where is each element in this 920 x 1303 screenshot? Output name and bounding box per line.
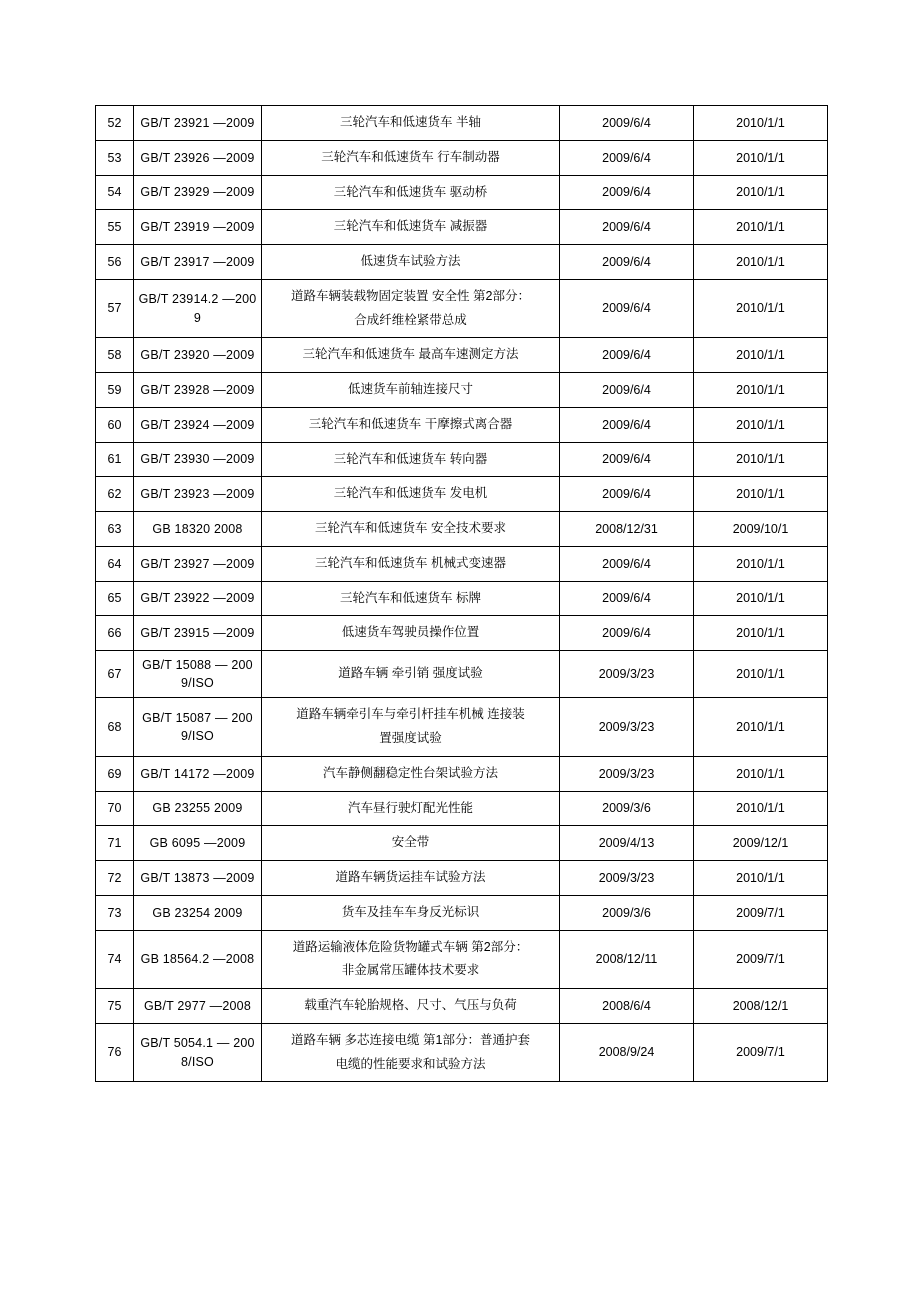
table-row: [96, 698, 828, 757]
cell-standard-name: [262, 140, 560, 175]
cell-standard-name: [262, 175, 560, 210]
cell-standard-name-line1: 三轮汽车和低速货车 减振器: [333, 219, 488, 234]
cell-standard-code: GB/T 23920 —2009: [134, 338, 262, 373]
cell-number: 71: [96, 826, 134, 861]
standards-table-body: [96, 106, 828, 1082]
cell-standard-code: GB/T 14172 —2009: [134, 756, 262, 791]
cell-standard-code: GB 6095 —2009: [134, 826, 262, 861]
cell-standard-name-line2: 置强度试验: [379, 731, 442, 745]
table-row: [96, 756, 828, 791]
cell-standard-name-line1: 三轮汽车和低速货车 转向器: [333, 451, 488, 466]
cell-standard-name-line1: 三轮汽车和低速货车 标牌: [340, 590, 481, 605]
cell-implemented-date: 2010/1/1: [694, 442, 828, 477]
cell-standard-code: GB/T 23923 —2009: [134, 477, 262, 512]
cell-published-date: 2009/6/4: [560, 373, 694, 408]
cell-standard-code: GB/T 5054.1 — 2008/ISO: [134, 1023, 262, 1082]
cell-published-date: 2009/6/4: [560, 210, 694, 245]
cell-standard-name-line1: 三轮汽车和低速货车 半轴: [340, 115, 481, 129]
cell-implemented-date: 2009/7/1: [694, 895, 828, 930]
cell-standard-code: GB/T 2977 —2008: [134, 989, 262, 1024]
cell-number: 64: [96, 546, 134, 581]
cell-implemented-date: 2010/1/1: [694, 175, 828, 210]
cell-number: 75: [96, 989, 134, 1024]
cell-implemented-date: 2010/1/1: [694, 616, 828, 651]
cell-number: 66: [96, 616, 134, 651]
cell-standard-name-line1: 载重汽车轮胎规格、尺寸、气压与负荷: [304, 998, 517, 1012]
cell-published-date: 2009/6/4: [560, 616, 694, 651]
cell-standard-name-line1: 汽车静侧翻稳定性台架试验方法: [322, 765, 498, 780]
cell-number: 70: [96, 791, 134, 826]
cell-standard-name-line1: 安全带: [391, 835, 430, 850]
table-row: [96, 245, 828, 280]
cell-standard-name-line1: 道路车辆装载物固定装置 安全性 第2部分：: [291, 288, 530, 303]
cell-standard-name: [262, 989, 560, 1024]
cell-standard-name: [262, 512, 560, 547]
cell-standard-name: [262, 210, 560, 245]
table-row: [96, 279, 828, 338]
cell-implemented-date: 2010/1/1: [694, 756, 828, 791]
cell-published-date: 2009/6/4: [560, 442, 694, 477]
cell-standard-code: GB/T 15087 — 2009/ISO: [134, 698, 262, 757]
table-row: [96, 581, 828, 616]
cell-published-date: 2009/6/4: [560, 581, 694, 616]
cell-published-date: 2009/6/4: [560, 407, 694, 442]
cell-implemented-date: 2010/1/1: [694, 581, 828, 616]
cell-standard-name-line2: 电缆的性能要求和试验方法: [335, 1056, 486, 1071]
cell-number: 67: [96, 651, 134, 698]
cell-number: 56: [96, 245, 134, 280]
cell-number: 54: [96, 175, 134, 210]
cell-published-date: 2009/6/4: [560, 279, 694, 338]
cell-published-date: 2009/6/4: [560, 338, 694, 373]
cell-standard-name-line1: 三轮汽车和低速货车 机械式变速器: [315, 555, 506, 570]
cell-standard-name: [262, 756, 560, 791]
cell-implemented-date: 2010/1/1: [694, 651, 828, 698]
cell-published-date: 2009/6/4: [560, 546, 694, 581]
cell-published-date: 2009/6/4: [560, 106, 694, 141]
cell-standard-name: [262, 373, 560, 408]
table-row: [96, 546, 828, 581]
cell-number: 59: [96, 373, 134, 408]
cell-standard-code: GB/T 23927 —2009: [134, 546, 262, 581]
cell-published-date: 2009/6/4: [560, 245, 694, 280]
cell-implemented-date: 2010/1/1: [694, 698, 828, 757]
cell-standard-code: GB/T 23915 —2009: [134, 616, 262, 651]
cell-standard-name: [262, 581, 560, 616]
cell-standard-name: [262, 698, 560, 757]
table-row: [96, 651, 828, 698]
table-row: [96, 512, 828, 547]
cell-implemented-date: 2008/12/1: [694, 989, 828, 1024]
cell-standard-name-line1: 三轮汽车和低速货车 安全技术要求: [315, 521, 506, 535]
cell-standard-code: GB/T 23924 —2009: [134, 407, 262, 442]
table-row: [96, 989, 828, 1024]
table-row: [96, 895, 828, 930]
cell-standard-name-line1: 低速货车驾驶员操作位置: [341, 625, 480, 640]
cell-standard-name-line1: 道路车辆货运挂车试验方法: [335, 870, 486, 884]
cell-standard-name-line1: 货车及挂车车身反光标识: [341, 904, 480, 919]
cell-standard-name-line1: 低速货车试验方法: [360, 254, 461, 268]
cell-standard-code: GB/T 23921 —2009: [134, 106, 262, 141]
cell-standard-name-line1: 三轮汽车和低速货车 发电机: [333, 486, 488, 501]
cell-implemented-date: 2010/1/1: [694, 106, 828, 141]
cell-standard-code: GB/T 23922 —2009: [134, 581, 262, 616]
cell-number: 63: [96, 512, 134, 547]
cell-published-date: 2009/3/23: [560, 861, 694, 896]
cell-standard-name: [262, 651, 560, 698]
cell-published-date: 2008/9/24: [560, 1023, 694, 1082]
cell-published-date: 2008/12/31: [560, 512, 694, 547]
cell-implemented-date: 2009/10/1: [694, 512, 828, 547]
cell-standard-name-line1: 道路车辆 牵引销 强度试验: [338, 666, 483, 681]
cell-standard-code: GB/T 23930 —2009: [134, 442, 262, 477]
cell-standard-name-line1: 道路运输液体危险货物罐式车辆 第2部分：: [292, 939, 529, 954]
cell-number: 53: [96, 140, 134, 175]
cell-published-date: 2009/6/4: [560, 140, 694, 175]
cell-standard-name-line2: 合成纤维栓紧带总成: [354, 312, 467, 327]
cell-implemented-date: 2010/1/1: [694, 407, 828, 442]
cell-published-date: 2009/3/23: [560, 651, 694, 698]
cell-implemented-date: 2010/1/1: [694, 861, 828, 896]
cell-standard-code: GB/T 23929 —2009: [134, 175, 262, 210]
table-row: [96, 175, 828, 210]
cell-standard-name-line1: 低速货车前轴连接尺寸: [347, 382, 473, 396]
cell-number: 60: [96, 407, 134, 442]
table-row: [96, 407, 828, 442]
cell-standard-name: [262, 245, 560, 280]
table-row: [96, 791, 828, 826]
cell-standard-code: GB/T 13873 —2009: [134, 861, 262, 896]
cell-standard-name: [262, 616, 560, 651]
cell-standard-name: [262, 1023, 560, 1082]
cell-standard-name: [262, 279, 560, 338]
cell-standard-code: GB/T 23917 —2009: [134, 245, 262, 280]
cell-published-date: 2009/3/23: [560, 698, 694, 757]
cell-published-date: 2008/6/4: [560, 989, 694, 1024]
cell-standard-name: [262, 442, 560, 477]
cell-standard-name-line1: 三轮汽车和低速货车 最高车速测定方法: [302, 347, 519, 362]
cell-published-date: 2009/4/13: [560, 826, 694, 861]
cell-number: 52: [96, 106, 134, 141]
table-row: [96, 106, 828, 141]
table-row: [96, 140, 828, 175]
cell-implemented-date: 2010/1/1: [694, 210, 828, 245]
cell-number: 57: [96, 279, 134, 338]
cell-standard-name-line1: 汽车昼行驶灯配光性能: [347, 800, 473, 815]
cell-standard-code: GB/T 23926 —2009: [134, 140, 262, 175]
cell-number: 61: [96, 442, 134, 477]
cell-standard-name: [262, 861, 560, 896]
cell-standard-name: [262, 930, 560, 989]
table-row: [96, 338, 828, 373]
table-row: [96, 861, 828, 896]
cell-standard-name-line1: 道路车辆牵引车与牵引杆挂车机械 连接装: [296, 707, 525, 722]
cell-implemented-date: 2010/1/1: [694, 279, 828, 338]
cell-standard-name-line1: 三轮汽车和低速货车 干摩擦式离合器: [308, 416, 513, 431]
cell-number: 72: [96, 861, 134, 896]
table-row: [96, 210, 828, 245]
table-row: [96, 477, 828, 512]
cell-published-date: 2009/6/4: [560, 175, 694, 210]
cell-standard-code: GB 18564.2 —2008: [134, 930, 262, 989]
cell-standard-name-line2: 非金属常压罐体技术要求: [341, 963, 480, 978]
cell-standard-name: [262, 477, 560, 512]
cell-standard-code: GB/T 15088 — 2009/ISO: [134, 651, 262, 698]
cell-standard-code: GB 18320 2008: [134, 512, 262, 547]
cell-implemented-date: 2010/1/1: [694, 546, 828, 581]
cell-implemented-date: 2010/1/1: [694, 245, 828, 280]
cell-number: 62: [96, 477, 134, 512]
table-row: [96, 930, 828, 989]
cell-standard-name: [262, 895, 560, 930]
cell-published-date: 2009/3/6: [560, 791, 694, 826]
cell-standard-name: [262, 338, 560, 373]
table-row: [96, 373, 828, 408]
table-row: [96, 442, 828, 477]
cell-implemented-date: 2010/1/1: [694, 140, 828, 175]
table-row: [96, 616, 828, 651]
cell-implemented-date: 2010/1/1: [694, 338, 828, 373]
cell-standard-code: GB 23255 2009: [134, 791, 262, 826]
cell-standard-code: GB/T 23919 —2009: [134, 210, 262, 245]
cell-implemented-date: 2010/1/1: [694, 373, 828, 408]
cell-standard-name: [262, 106, 560, 141]
cell-standard-name: [262, 546, 560, 581]
cell-standard-name-line1: 道路车辆 多芯连接电缆 第1部分：普通护套: [291, 1032, 530, 1047]
cell-standard-code: GB/T 23914.2 —2009: [134, 279, 262, 338]
cell-published-date: 2009/3/23: [560, 756, 694, 791]
cell-number: 55: [96, 210, 134, 245]
cell-implemented-date: 2010/1/1: [694, 791, 828, 826]
table-row: [96, 826, 828, 861]
cell-published-date: 2009/6/4: [560, 477, 694, 512]
cell-standard-name-line1: 三轮汽车和低速货车 行车制动器: [321, 149, 500, 164]
cell-number: 74: [96, 930, 134, 989]
cell-number: 58: [96, 338, 134, 373]
table-row: [96, 1023, 828, 1082]
standards-table: [95, 105, 828, 1082]
cell-implemented-date: 2010/1/1: [694, 477, 828, 512]
cell-number: 73: [96, 895, 134, 930]
cell-standard-code: GB/T 23928 —2009: [134, 373, 262, 408]
cell-implemented-date: 2009/7/1: [694, 930, 828, 989]
cell-published-date: 2008/12/11: [560, 930, 694, 989]
cell-number: 69: [96, 756, 134, 791]
cell-standard-name-line1: 三轮汽车和低速货车 驱动桥: [333, 184, 488, 199]
cell-published-date: 2009/3/6: [560, 895, 694, 930]
cell-standard-name: [262, 791, 560, 826]
cell-number: 76: [96, 1023, 134, 1082]
cell-standard-name: [262, 407, 560, 442]
cell-standard-name: [262, 826, 560, 861]
cell-standard-code: GB 23254 2009: [134, 895, 262, 930]
cell-implemented-date: 2009/7/1: [694, 1023, 828, 1082]
cell-implemented-date: 2009/12/1: [694, 826, 828, 861]
cell-number: 65: [96, 581, 134, 616]
cell-number: 68: [96, 698, 134, 757]
